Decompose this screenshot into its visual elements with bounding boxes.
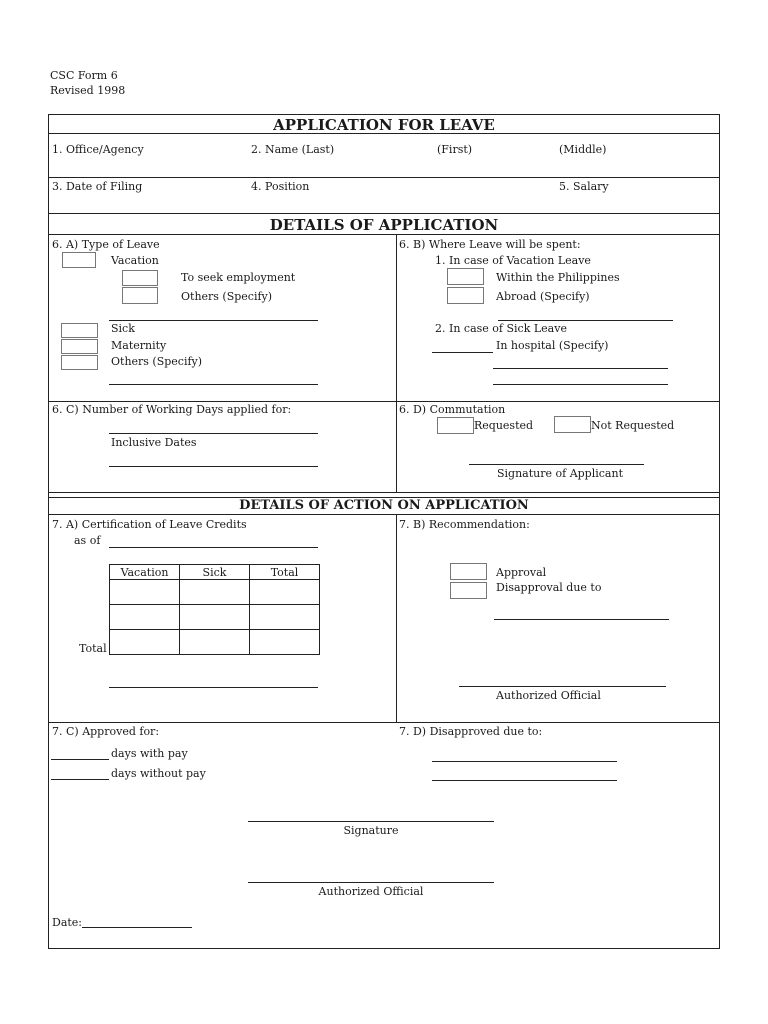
commutation-label: 6. D) Commutation (399, 403, 506, 416)
table-cell[interactable] (250, 580, 320, 605)
approved-for-label: 7. C) Approved for: (52, 725, 160, 738)
name-middle-label: (Middle) (559, 143, 607, 156)
divider (49, 177, 719, 178)
disapproved-label: 7. D) Disapproved due to: (399, 725, 543, 738)
table-cell[interactable] (110, 580, 180, 605)
form-revised: Revised 1998 (50, 84, 126, 97)
others-checkbox[interactable] (61, 355, 98, 370)
table-cell[interactable] (110, 630, 180, 655)
name-first-label: (First) (437, 143, 473, 156)
maternity-label: Maternity (111, 339, 167, 352)
recommendation-signature-line[interactable] (459, 686, 666, 687)
abroad-checkbox[interactable] (447, 287, 484, 304)
type-of-leave-label: 6. A) Type of Leave (52, 238, 160, 251)
hospital-check-line[interactable] (432, 352, 493, 353)
not-requested-checkbox[interactable] (554, 416, 591, 433)
sick-case-label: 2. In case of Sick Leave (435, 322, 567, 335)
certification-signature-line[interactable] (109, 687, 318, 688)
maternity-checkbox[interactable] (61, 339, 98, 354)
seek-employment-checkbox[interactable] (122, 270, 158, 286)
col-vacation: Vacation (110, 565, 180, 580)
approval-checkbox[interactable] (450, 563, 487, 580)
recommendation-label: 7. B) Recommendation: (399, 518, 530, 531)
vacation-label: Vacation (111, 254, 159, 267)
requested-checkbox[interactable] (437, 417, 474, 434)
working-days-label: 6. C) Number of Working Days applied for: (52, 403, 292, 416)
date-label: Date: (52, 916, 83, 929)
col-sick: Sick (180, 565, 250, 580)
without-pay-line[interactable] (51, 779, 109, 780)
position-label: 4. Position (251, 180, 310, 193)
where-spent-label: 6. B) Where Leave will be spent: (399, 238, 581, 251)
disapproved-line-1[interactable] (432, 761, 617, 762)
table-cell[interactable] (110, 605, 180, 630)
table-cell[interactable] (250, 605, 320, 630)
applicant-signature-label: Signature of Applicant (497, 467, 623, 480)
official-signature-line[interactable] (248, 882, 494, 883)
divider (49, 514, 719, 515)
recommendation-official-label: Authorized Official (496, 689, 601, 702)
as-of-label: as of (74, 534, 101, 547)
within-ph-checkbox[interactable] (447, 268, 484, 285)
official-label: Authorized Official (318, 885, 424, 898)
approval-label: Approval (496, 566, 547, 579)
hospital-line-2[interactable] (493, 384, 668, 385)
applicant-signature-line[interactable] (469, 464, 644, 465)
divider (49, 133, 719, 134)
sick-label: Sick (111, 322, 135, 335)
vacation-case-label: 1. In case of Vacation Leave (435, 254, 591, 267)
form-title: APPLICATION FOR LEAVE (273, 116, 495, 134)
date-filing-label: 3. Date of Filing (52, 180, 143, 193)
others-vacation-line[interactable] (109, 320, 318, 321)
working-days-line[interactable] (109, 433, 318, 434)
salary-label: 5. Salary (559, 180, 609, 193)
others-label: Others (Specify) (111, 355, 203, 368)
requested-label: Requested (474, 419, 534, 432)
table-cell[interactable] (180, 580, 250, 605)
details-title: DETAILS OF APPLICATION (269, 216, 499, 234)
divider (49, 401, 719, 402)
abroad-line[interactable] (498, 320, 673, 321)
abroad-label: Abroad (Specify) (496, 290, 590, 303)
without-pay-label: days without pay (111, 767, 206, 780)
disapproved-line-2[interactable] (432, 780, 617, 781)
action-title: DETAILS OF ACTION ON APPLICATION (239, 498, 529, 513)
others-line[interactable] (109, 384, 318, 385)
in-hospital-label: In hospital (Specify) (496, 339, 609, 352)
divider (49, 234, 719, 235)
leave-credits-table (109, 564, 320, 655)
signature-line[interactable] (248, 821, 494, 822)
table-cell[interactable] (180, 605, 250, 630)
table-cell[interactable] (250, 630, 320, 655)
not-requested-label: Not Requested (591, 419, 675, 432)
column-divider (396, 514, 397, 722)
disapproval-checkbox[interactable] (450, 582, 487, 599)
sick-checkbox[interactable] (61, 323, 98, 338)
certification-label: 7. A) Certification of Leave Credits (52, 518, 247, 531)
inclusive-dates-label: Inclusive Dates (111, 436, 197, 449)
name-last-label: 2. Name (Last) (251, 143, 335, 156)
date-line[interactable] (82, 927, 192, 928)
others-vacation-checkbox[interactable] (122, 287, 158, 304)
total-row-label: Total (79, 642, 107, 655)
table-cell[interactable] (180, 630, 250, 655)
hospital-line-1[interactable] (493, 368, 668, 369)
divider (49, 213, 719, 214)
column-divider (396, 234, 397, 492)
disapproval-line[interactable] (494, 619, 669, 620)
vacation-checkbox[interactable] (62, 252, 96, 268)
as-of-line[interactable] (109, 547, 318, 548)
inclusive-dates-line[interactable] (109, 466, 318, 467)
seek-employment-label: To seek employment (181, 271, 296, 284)
form-code: CSC Form 6 (50, 69, 118, 82)
signature-label: Signature (343, 824, 399, 837)
divider (49, 722, 719, 723)
with-pay-label: days with pay (111, 747, 188, 760)
others-vacation-label: Others (Specify) (181, 290, 273, 303)
disapproval-label: Disapproval due to (496, 581, 602, 594)
office-agency-label: 1. Office/Agency (52, 143, 144, 156)
divider (49, 492, 719, 493)
col-total: Total (250, 565, 320, 580)
with-pay-line[interactable] (51, 759, 109, 760)
within-ph-label: Within the Philippines (496, 271, 620, 284)
